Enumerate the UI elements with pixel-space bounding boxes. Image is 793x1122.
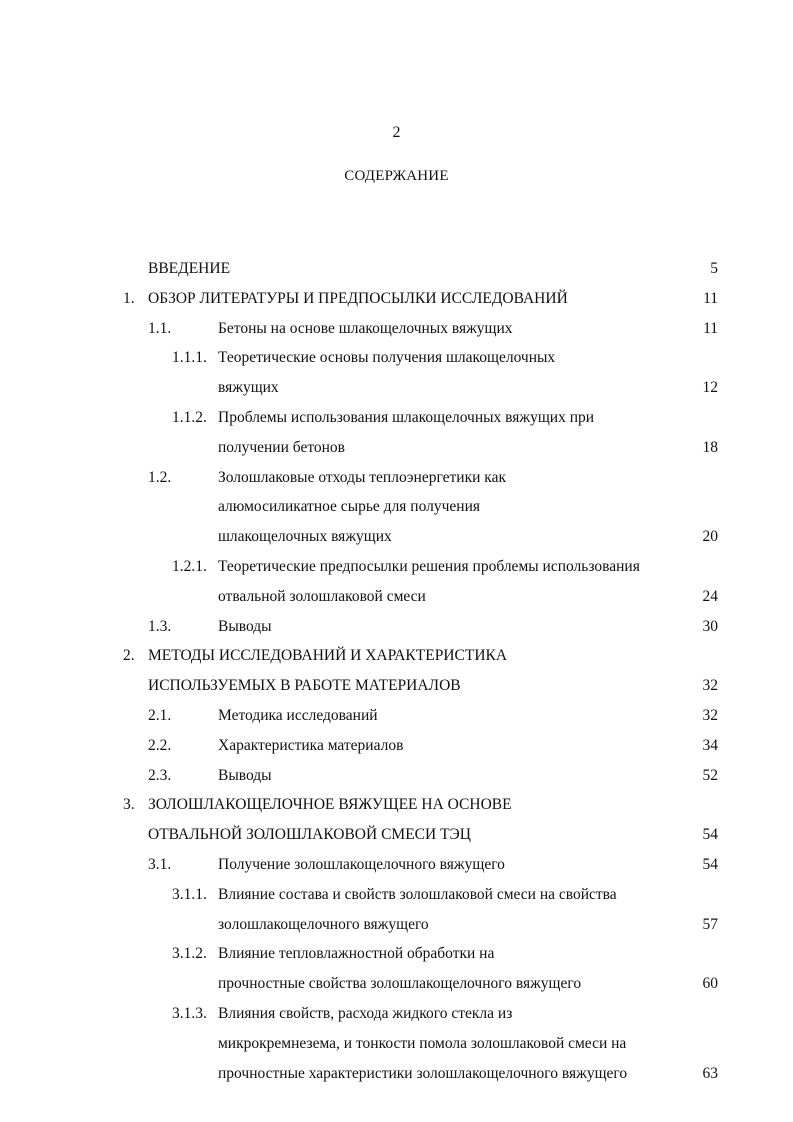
toc-entry-text: ВВЕДЕНИЕ: [148, 260, 231, 277]
toc-entry: [0, 463, 793, 493]
toc-entry-text: Влияние тепловлажностной обработки на: [218, 945, 495, 963]
toc-entry-text: прочностные характеристики золошлакощелочного вяжущего: [218, 1064, 628, 1082]
toc-entry: [0, 999, 793, 1029]
toc-entry-page: 11: [703, 319, 718, 337]
toc-entry-text: отвальной золошлаковой смеси: [218, 587, 426, 605]
toc-entry: [0, 939, 793, 969]
toc-entry-text: прочностные свойства золошлакощелочного вяжущего: [218, 975, 582, 993]
toc-entry-number: 1.: [123, 289, 135, 307]
toc-entry-page: 30: [702, 617, 718, 635]
toc-entry: [0, 731, 793, 761]
toc-entry: [0, 552, 793, 582]
toc-entry-text: Влияние состава и свойств золошлаковой смеси на свойства: [218, 885, 617, 903]
toc-entry-page: 24: [702, 587, 718, 605]
toc-entry: [0, 492, 793, 522]
toc-entry: [0, 403, 793, 433]
toc-entry-text: Проблемы использования шлакощелочных вяжущих при: [218, 408, 595, 426]
toc-entry-page: 12: [702, 379, 718, 397]
toc-entry-number: 3.1.3.: [172, 1004, 207, 1022]
toc-entry: [0, 373, 793, 403]
toc-entry-page: 5: [710, 260, 718, 277]
toc-entry-page: 54: [702, 826, 718, 844]
toc-entry-number: 1.2.1.: [172, 557, 207, 575]
toc-entry-page: 11: [703, 289, 718, 307]
toc-entry: [0, 314, 793, 344]
toc-entry-text: ЗОЛОШЛАКОЩЕЛОЧНОЕ ВЯЖУЩЕЕ НА ОСНОВЕ: [148, 796, 512, 814]
toc-entry-number: 2.: [123, 647, 135, 665]
toc-entry-number: 2.3.: [148, 766, 172, 784]
page-number: 2: [392, 124, 401, 141]
toc-entry: [0, 880, 793, 910]
toc-entry-number: 2.2.: [148, 736, 172, 754]
toc-entry-number: 3.1.2.: [172, 945, 207, 963]
toc-entry-page: 32: [702, 706, 718, 724]
toc-entry: [0, 641, 793, 671]
toc-entry: [0, 612, 793, 642]
toc-entry-page: 32: [702, 677, 718, 695]
toc-entry-text: Характеристика материалов: [218, 736, 404, 754]
toc-entry-text: Теоретические предпосылки решения проблемы использования: [218, 557, 640, 575]
toc-entry-number: 1.1.2.: [172, 408, 207, 426]
toc-entry-text: Золошлаковые отходы теплоэнергетики как: [218, 468, 506, 486]
toc-entry: [0, 820, 793, 850]
page-title: СОДЕРЖАНИЕ: [344, 168, 449, 184]
toc-entry-text: золошлакощелочного вяжущего: [218, 915, 429, 933]
toc-entry: [0, 254, 793, 284]
toc-entry-number: 2.1.: [148, 706, 172, 724]
toc-entry-number: 1.1.: [148, 319, 172, 337]
toc-entry: [0, 969, 793, 999]
toc-entry-text: микрокремнезема, и тонкости помола золошлаковой смеси на: [218, 1034, 627, 1052]
toc-entry-page: 63: [702, 1064, 718, 1082]
toc-entry-page: 57: [702, 915, 718, 933]
toc-entry: [0, 671, 793, 701]
toc-entry-number: 3.: [123, 796, 135, 814]
toc-entry-text: Выводы: [218, 766, 272, 784]
toc-entry: [0, 1059, 793, 1089]
toc-entry-number: 1.1.1.: [172, 349, 207, 367]
toc-entry-text: Влияния свойств, расхода жидкого стекла из: [218, 1004, 513, 1022]
toc-entry-page: 34: [702, 736, 718, 754]
toc-entry-page: 18: [702, 438, 718, 456]
toc-entry: [0, 433, 793, 463]
toc-entry-text: МЕТОДЫ ИССЛЕДОВАНИЙ И ХАРАКТЕРИСТИКА: [148, 647, 508, 665]
toc-entry: [0, 582, 793, 612]
toc-entry-number: 3.1.: [148, 855, 172, 873]
toc-entry-text: шлакощелочных вяжущих: [218, 528, 392, 546]
toc-entry-page: 52: [702, 766, 718, 784]
toc-entry: [0, 522, 793, 552]
toc-entry-text: вяжущих: [218, 379, 279, 397]
toc-entry-page: 20: [702, 528, 718, 546]
toc-entry: [0, 343, 793, 373]
toc-entry-text: ИСПОЛЬЗУЕМЫХ В РАБОТЕ МАТЕРИАЛОВ: [148, 677, 461, 695]
toc-entry: [0, 790, 793, 820]
toc-entry-number: 1.2.: [148, 468, 172, 486]
toc-entry-text: Получение золошлакощелочного вяжущего: [218, 855, 505, 873]
toc-entry-text: Выводы: [218, 617, 272, 635]
toc-entry-text: получении бетонов: [218, 438, 346, 456]
toc-entry-text: Методика исследований: [218, 706, 378, 724]
toc-entry: [0, 910, 793, 940]
toc-entry-text: алюмосиликатное сырье для получения: [218, 498, 481, 516]
toc-entry-text: Бетоны на основе шлакощелочных вяжущих: [218, 319, 513, 337]
toc-entry: [0, 850, 793, 880]
toc-entry-text: ОТВАЛЬНОЙ ЗОЛОШЛАКОВОЙ СМЕСИ ТЭЦ: [148, 826, 471, 844]
toc-entry-number: 1.3.: [148, 617, 172, 635]
toc-entry-page: 54: [702, 855, 718, 873]
toc-entry-text: ОБЗОР ЛИТЕРАТУРЫ И ПРЕДПОСЫЛКИ ИССЛЕДОВАНИЙ: [148, 289, 568, 307]
toc-entry-text: Теоретические основы получения шлакощелочных: [218, 349, 556, 367]
toc-entry: [0, 1029, 793, 1059]
toc-entry-number: 3.1.1.: [172, 885, 207, 903]
toc-entry: [0, 284, 793, 314]
toc-entry: [0, 701, 793, 731]
toc-entry-page: 60: [702, 975, 718, 993]
toc-entry: [0, 761, 793, 791]
table-of-contents: [0, 254, 793, 1088]
